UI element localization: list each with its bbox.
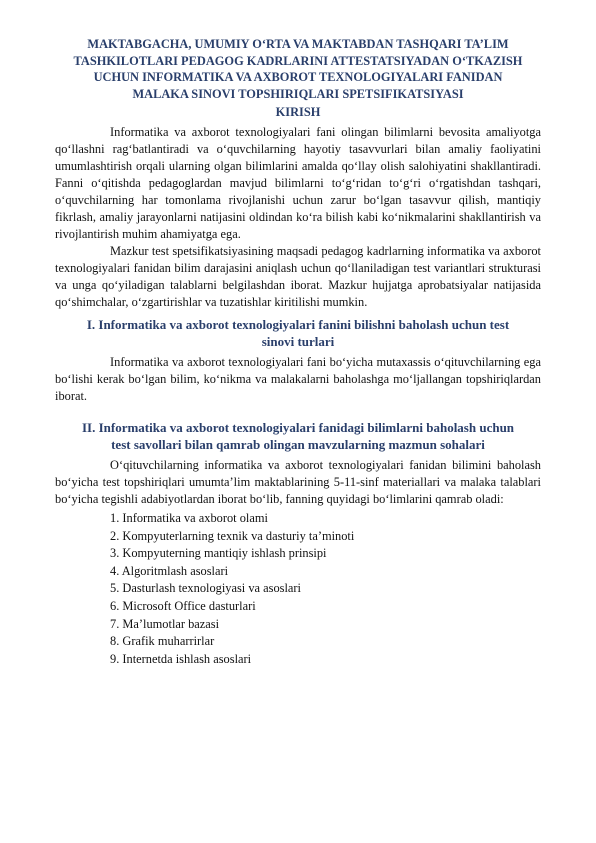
- list-item: 9. Internetda ishlash asoslari: [110, 651, 252, 666]
- section-heading-line: sinovi turlari: [261, 334, 335, 349]
- section-heading-line: II. Informatika va axborot texnologiyalari fanidagi bilimlarni baholash uchun: [81, 420, 515, 435]
- section-2-heading: [55, 419, 541, 453]
- section-1-paragraph: Informatika va axborot texnologiyalari fani bo‘yicha mutaxassis o‘qituvchilarning ega bo‘lishi kerak bo‘lgan bilim, ko‘nikma va malakalarni baholashga mo‘ljallangan topshiriqlardan iborat.: [55, 355, 541, 403]
- list-item: 2. Kompyuterlarning texnik va dasturiy ta’minoti: [110, 528, 355, 543]
- title-line: MAKTABGACHA, UMUMIY O‘RTA VA MAKTABDAN TASHQARI TA’LIM: [87, 37, 509, 51]
- list-item: 8. Grafik muharrirlar: [110, 634, 215, 649]
- section-heading-line: I. Informatika va axborot texnologiyalari fanini bilishni baholash uchun test: [86, 317, 510, 332]
- intro-paragraph: Mazkur test spetsifikatsiyasining maqsadi pedagog kadrlarning informatika va axborot texnologiyalari fanidan bilim darajasini aniqlash uchun qo‘llaniladigan test variantlari strukturasi va unga qo‘yiladigan talablarni belgilashdan iborat. Mazkur hujjatga aprobatsiyalar natijasida qo‘shimchalar, o‘zgartirishlar va tuzatishlar kiritilishi mumkin.: [55, 244, 541, 309]
- title-line: UCHUN INFORMATIKA VA AXBOROT TEXNOLOGIYALARI FANIDAN: [93, 70, 503, 84]
- intro-heading: KIRISH: [275, 105, 321, 119]
- section-heading-line: test savollari bilan qamrab olingan mavzularning mazmun sohalari: [111, 437, 485, 452]
- document-title: [55, 36, 541, 102]
- title-line: TASHKILOTLARI PEDAGOG KADRLARINI ATTESTATSIYADAN O‘TKAZISH: [73, 53, 523, 68]
- title-line: MALAKA SINOVI TOPSHIRIQLARI SPETSIFIKATSIYASI: [132, 86, 464, 101]
- list-item: 3. Kompyuterning mantiqiy ishlash prinsipi: [110, 546, 327, 561]
- list-item: 5. Dasturlash texnologiyasi va asoslari: [110, 581, 301, 596]
- topics-list: [55, 510, 541, 668]
- list-item: 1. Informatika va axborot olami: [110, 511, 268, 525]
- section-1-heading: [55, 316, 541, 350]
- intro-paragraph: Informatika va axborot texnologiyalari fani olingan bilimlarni bevosita amaliyotga qo‘llashni rag‘batlantiradi va o‘quvchilarning hayotiy tasavvurlari bilan amaliy faoliyatini umumlashtirish orqali ularning olgan bilimlarini amalda qo‘llay olish salohiyatini shakllantiradi. Fanni o‘qitishda pedagoglardan mavjud bilimlarni to‘g‘ridan to‘g‘ri o‘rgatishdan tashqari, o‘quvchilarning har tomonlama rivojlanishi uchun zarur bo‘lgan tasavvur qilish, mantiqiy fikrlash, amaliy jarayonlarni natijasini oldindan ko‘ra bilish kabi ko‘nikmalarini shakllantirish va rivojlantirish muhim ahamiyatga ega.: [55, 125, 541, 241]
- list-item: 6. Microsoft Office dasturlari: [110, 598, 256, 613]
- list-item: 7. Ma’lumotlar bazasi: [110, 616, 220, 631]
- list-item: 4. Algoritmlash asoslari: [110, 563, 229, 578]
- section-2-paragraph: O‘qituvchilarning informatika va axborot texnologiyalari fanidan bilimini baholash bo‘yicha test topshiriqlari umumta’lim maktablarining 5-11-sinf materiallari va malaka talablari bo‘yicha tegishli adabiyotlardan iborat bo‘lib, fanning quyidagi bo‘limlarini qamrab oladi:: [55, 458, 541, 506]
